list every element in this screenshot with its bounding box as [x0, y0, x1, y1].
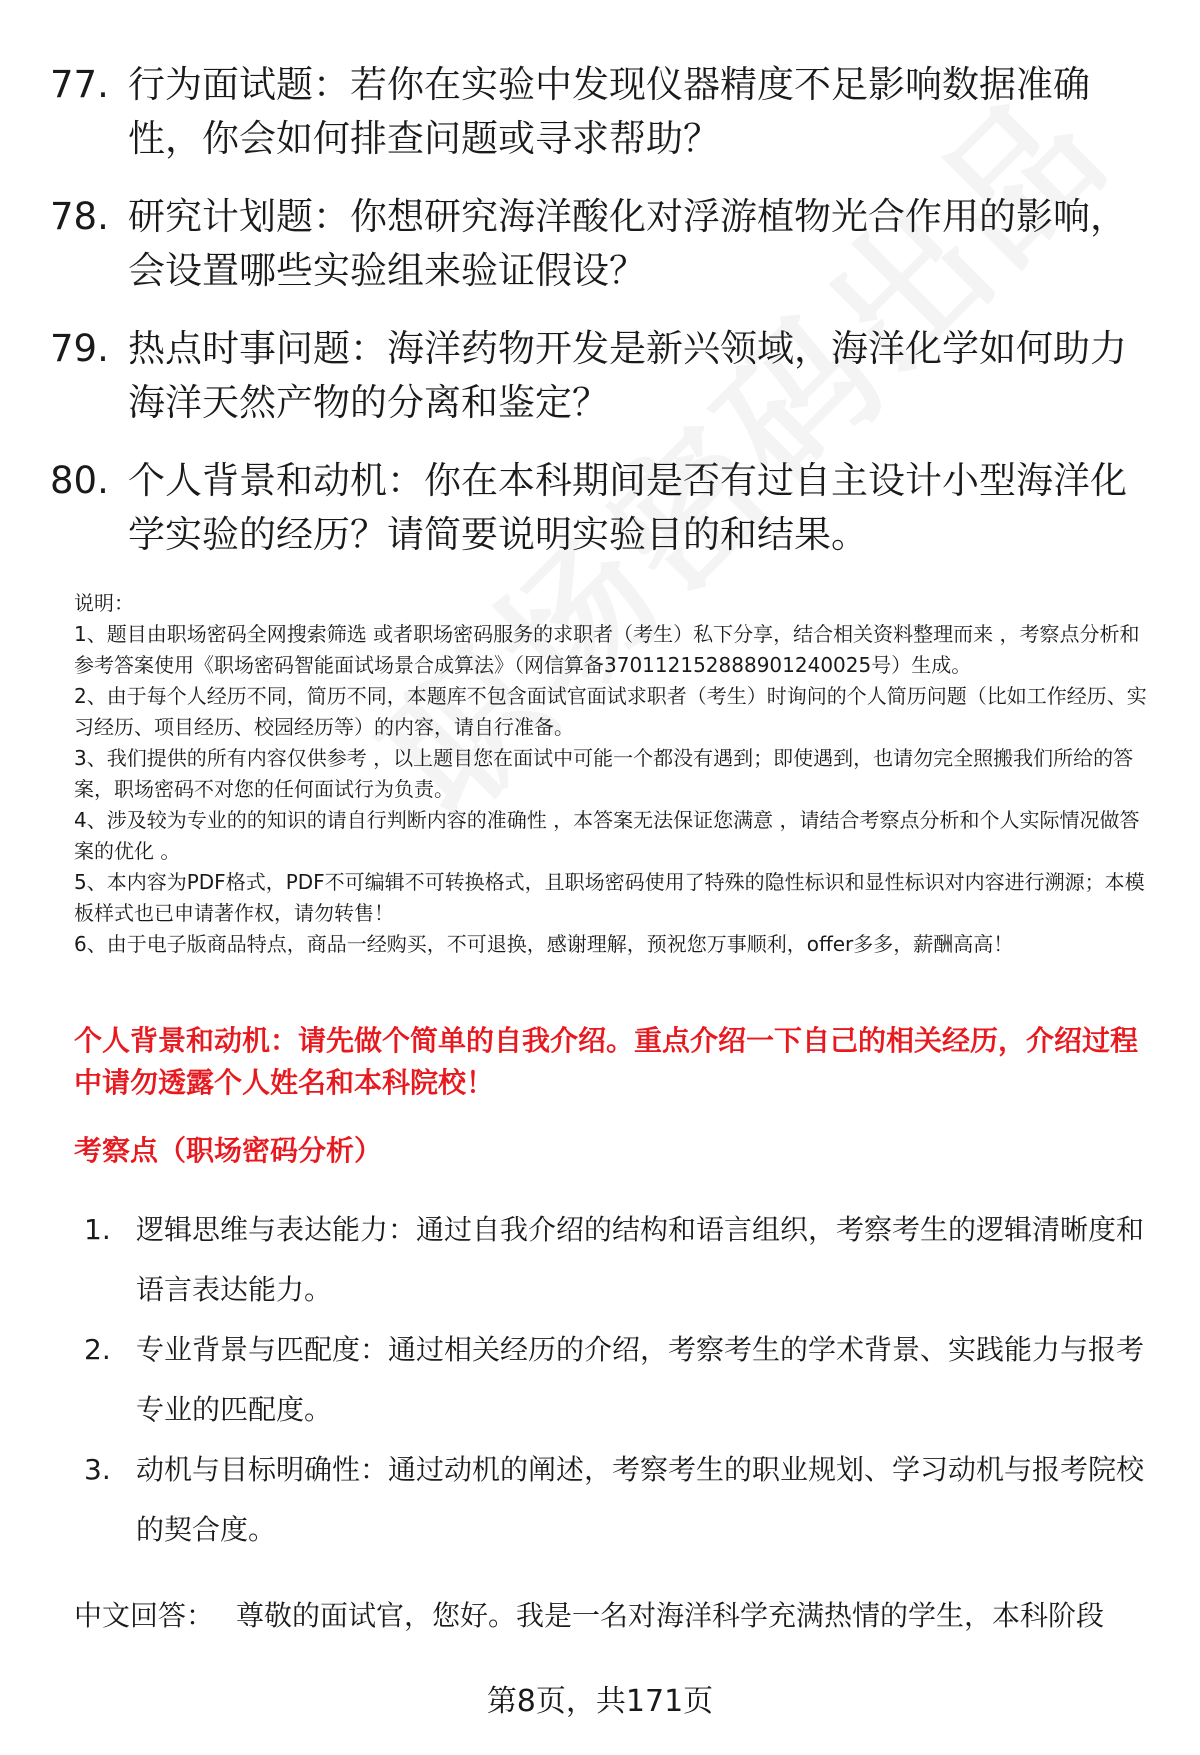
question-number: 79.	[50, 327, 109, 370]
note-item: 3、我们提供的所有内容仅供参考 ，以上题目您在面试中可能一个都没有遇到；即使遇到，也请勿完全照搬我们所给的答案，职场密码不对您的任何面试行为负责。	[74, 746, 1134, 801]
note-item: 2、由于每个人经历不同，简历不同，本题库不包含面试官面试求职者（考生）时询问的个人简历问题（比如工作经历、实习经历、项目经历、校园经历等）的内容，请自行准备。	[74, 684, 1147, 739]
exam-point-text: 动机与目标明确性：通过动机的阐述，考察考生的职业规划、学习动机与报考院校的契合度。	[136, 1453, 1145, 1546]
exam-point-item	[74, 1440, 1154, 1560]
question-number: 80.	[50, 459, 109, 502]
question-text: 行为面试题：若你在实验中发现仪器精度不足影响数据准确性，你会如何排查问题或寻求帮助？	[128, 63, 1090, 160]
intro-question: 个人背景和动机：请先做个简单的自我介绍。重点介绍一下自己的相关经历，介绍过程中请勿透露个人姓名和本科院校！	[74, 1024, 1139, 1099]
exam-points-list	[74, 1200, 1154, 1560]
question-item	[50, 58, 1150, 166]
note-item: 6、由于电子版商品特点，商品一经购买，不可退换，感谢理解，预祝您万事顺利，offer多多，薪酬高高！	[74, 932, 1014, 956]
question-item	[50, 322, 1150, 430]
question-text: 热点时事问题：海洋药物开发是新兴领域，海洋化学如何助力海洋天然产物的分离和鉴定？	[128, 327, 1127, 424]
answer-section	[74, 1595, 1174, 1637]
answer-label: 中文回答：	[74, 1599, 215, 1632]
exam-point-text: 专业背景与匹配度：通过相关经历的介绍，考察考生的学术背景、实践能力与报考专业的匹配度。	[136, 1333, 1145, 1426]
exam-point-item	[74, 1200, 1154, 1320]
exam-point-item	[74, 1320, 1154, 1440]
answer-text: 尊敬的面试官，您好。我是一名对海洋科学充满热情的学生，本科阶段	[236, 1599, 1105, 1632]
exam-point-number: 2.	[84, 1333, 111, 1366]
question-item	[50, 190, 1150, 298]
page-footer: 第8页，共171页	[486, 1684, 714, 1719]
question-text: 研究计划题：你想研究海洋酸化对浮游植物光合作用的影响，会设置哪些实验组来验证假设？	[128, 195, 1127, 292]
question-item	[50, 454, 1150, 562]
notes-title: 说明：	[74, 591, 134, 615]
question-number: 78.	[50, 195, 109, 238]
question-number: 77.	[50, 63, 109, 106]
notes-section	[74, 588, 1154, 960]
exam-points-title: 考察点（职场密码分析）	[74, 1134, 383, 1167]
question-text: 个人背景和动机：你在本科期间是否有过自主设计小型海洋化学实验的经历？请简要说明实验目的和结果。	[128, 459, 1127, 556]
question-list	[50, 58, 1150, 586]
note-item: 4、涉及较为专业的的知识的请自行判断内容的准确性 ，本答案无法保证您满意 ，请结合考察点分析和个人实际情况做答案的优化 。	[74, 808, 1140, 863]
exam-point-text: 逻辑思维与表达能力：通过自我介绍的结构和语言组织，考察考生的逻辑清晰度和语言表达能力。	[136, 1213, 1145, 1306]
exam-point-number: 1.	[84, 1213, 111, 1246]
exam-point-number: 3.	[84, 1453, 111, 1486]
note-item: 1、题目由职场密码全网搜索筛选 或者职场密码服务的求职者（考生）私下分享，结合相关资料整理而来 ，考察点分析和参考答案使用《职场密码智能面试场景合成算法》（网信算备370112152888901240025号）生成。	[74, 622, 1140, 677]
note-item: 5、本内容为PDF格式，PDF不可编辑不可转换格式，且职场密码使用了特殊的隐性标识和显性标识对内容进行溯源；本模板样式也已申请著作权，请勿转售！	[74, 870, 1145, 925]
